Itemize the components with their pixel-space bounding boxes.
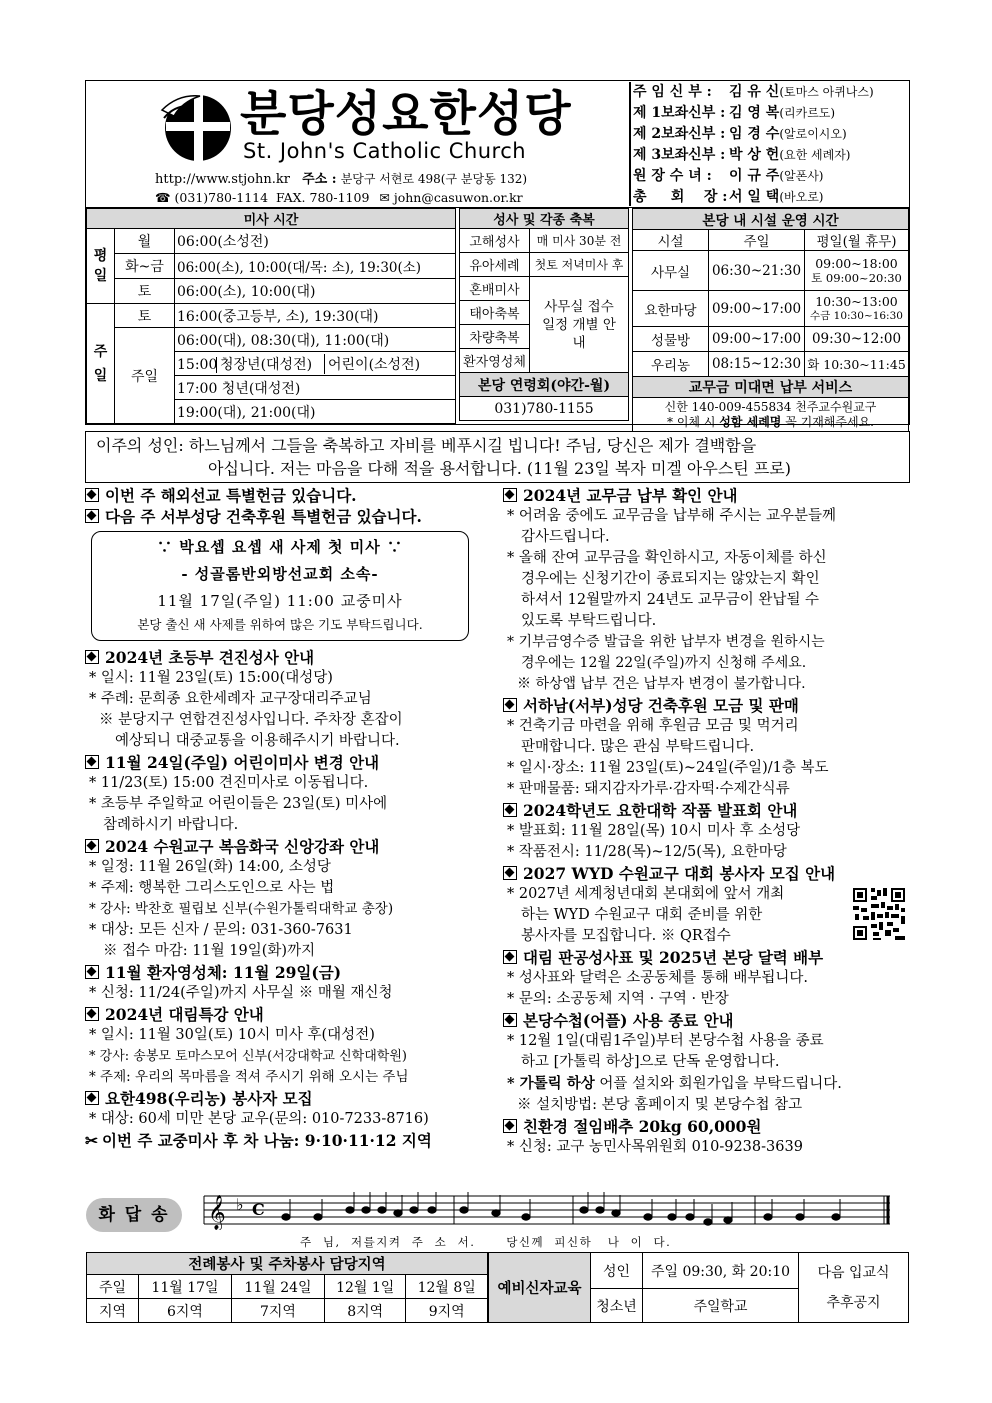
sacrament-time: 첫토 저녁미사 후 [530,253,629,277]
notice-title: 2024년 초등부 견진성사 안내 [85,647,485,668]
notice-bullet-icon [85,965,99,979]
mass-time: 16:00(중고등부, 소), 19:30(대) [175,304,456,328]
music-note-icon [796,1214,804,1220]
music-note-icon [362,1207,370,1213]
header-divider [629,82,631,206]
edu-time: 주일 09:30, 화 20:10 [643,1253,799,1289]
music-note-icon [282,1214,290,1220]
first-mass-line: 본당 출신 새 사제를 위하여 많은 기도 부탁드립니다. [137,617,423,632]
address: 분당구 서현로 498(구 분당동 132) [340,172,528,186]
website-line [155,168,527,187]
education-table [488,1252,909,1323]
notice-item: * 주제: 우리의 목마름을 적셔 주시기 위해 오시는 주님 [89,1069,409,1085]
psalm-lyrics: 주 님, 저를지켜 주 소 서. 당신께 피신하 나 이 다. [300,1235,672,1249]
notice-title: 2027 WYD 수원교구 대회 봉사자 모집 안내 [503,863,908,884]
treble-clef-icon: 𝄞 [208,1195,226,1230]
duty-table [86,1252,488,1323]
music-note-icon [460,1207,468,1213]
website-link[interactable]: http://www.stjohn.kr [155,172,290,187]
sacrament-table [459,208,629,421]
facility-name: 우리농 [633,352,709,377]
notice-item: * 강사: 송봉모 토마스모어 신부(서강대학교 신학대학원) [89,1049,407,1064]
notice-item: 하는 WYD 수원교구 대회 준비를 위한 [521,907,763,923]
facility-weekday: 09:30~12:00 [805,327,909,352]
edu-time: 주일학교 [643,1289,799,1323]
music-note-icon [394,1210,402,1216]
facility-weekday: 10:30~13:00 수금 10:30~16:30 [805,291,909,327]
psalm-staff [200,1190,895,1230]
facility-name: 요한마당 [633,291,709,327]
sacrament-item: 환자영성체 [460,349,530,373]
wyd-block [503,884,908,947]
liaison-phone: 031)780-1155 [460,397,629,421]
notice-title: 2024년 대림특강 안내 [85,1004,485,1025]
notice-item: 감사드립니다. [521,529,610,545]
facilities-header: 시설 [633,230,709,251]
notice-item: * 성사표와 달력은 소공동체를 통해 배부됩니다. [507,970,809,986]
notice-title: 2024학년도 요한대학 작품 발표회 안내 [503,800,908,821]
facility-sunday: 08:15~12:30 [709,352,805,377]
notice-title: 다음 주 서부성당 건축후원 특별헌금 있습니다. [85,506,485,527]
notice-item: * 주제: 행복한 그리스도인으로 사는 법 [89,880,335,896]
mass-time: 17:00 청년(대성전) [175,376,456,400]
notice-title: 본당수첩(어플) 사용 종료 안내 [503,1010,908,1031]
notice-bullet-icon [503,1013,517,1027]
svg-text:♭: ♭ [236,1195,244,1214]
notice-item: * 일시·장소: 11월 23일(토)~24일(주일)/1층 복도 [507,760,829,776]
notice-bullet-icon [85,1007,99,1021]
notice-note: ※ 설치방법: 본당 홈페이지 및 본당수첩 참고 [517,1097,803,1113]
scissors-icon: ✂ [85,1131,98,1150]
notice-item: * 문의: 소공동체 지역 · 구역 · 반장 [507,991,729,1007]
edu-who: 청소년 [591,1289,643,1323]
duty-cell: 8지역 [324,1299,406,1323]
sacrament-time: 매 미사 30분 전 [530,229,629,253]
first-mass-line: 11월 17일(주일) 11:00 교중미사 [157,592,403,610]
mass-day-sunday: 주일 [115,328,175,424]
notice-bullet-icon [503,488,517,502]
notice-note: ※ 분당지구 연합견진성사입니다. 주차장 혼잡이 [99,712,403,728]
church-name-en: St. John's Catholic Church [243,139,527,163]
notice-title: 서하남(서부)성당 건축후원 모금 및 판매 [503,695,908,716]
notice-title: 이번 주 해외선교 특별헌금 있습니다. [85,485,485,506]
notice-item: * 일시: 11월 23일(토) 15:00(대성당) [89,670,333,686]
clergy-row: 제 3보좌신부 : 박 상 헌(요한 세례자) [633,147,851,163]
music-note-icon [668,1214,676,1220]
music-note-icon [596,1207,604,1213]
mass-table [86,208,456,424]
notice-bullet-icon [85,839,99,853]
sunday-label: 주 일 [87,304,115,424]
notice-item: * 대상: 모든 신자 / 문의: 031-360-7631 [89,922,353,938]
duty-cell: 9지역 [406,1299,488,1323]
duty-cell: 11월 17일 [139,1275,232,1299]
notice-title: ✂ 이번 주 교중미사 후 차 나눔: 9·10·11·12 지역 [85,1131,432,1150]
facilities-title: 본당 내 시설 운영 시간 [633,209,909,230]
next-entry: 다음 입교식 추후공지 [799,1253,909,1323]
music-note-icon [686,1214,694,1220]
notice-item: 봉사자를 모집합니다. ※ QR접수 [521,928,731,944]
notice-item: * 작품전시: 11/28(목)~12/5(목), 요한마당 [507,844,787,860]
edu-who: 성인 [591,1253,643,1289]
notice-item: * 어려움 중에도 교무금을 납부해 주시는 교우분들께 [507,508,837,524]
notice-bullet-icon [85,650,99,664]
left-column [85,485,485,1151]
clergy-row: 원 장 수 녀 : 이 규 주(알폰사) [633,168,824,184]
sacrament-item: 혼배미사 [460,277,530,301]
notice-bullet-icon [85,755,99,769]
church-logo-icon [160,88,232,164]
clergy-row: 제 2보좌신부 : 임 경 수(알로이시오) [633,126,847,142]
clergy-row: 주 임 신 부 : 김 유 신(토마스 아퀴나스) [633,84,874,100]
notice-title: 11월 24일(주일) 어린이미사 변경 안내 [85,752,485,773]
notice-item: * 주례: 문희종 요한세례자 교구장대리주교님 [89,691,372,707]
notice-note: 참례하시기 바랍니다. [103,817,239,833]
saint-box [85,431,910,483]
notice-bullet-icon [503,1119,517,1133]
facility-weekday: 화 10:30~11:45 [805,352,909,377]
liaison-title: 본당 연령회(야간-월) [460,373,629,397]
dues-title: 교무금 미대면 납부 서비스 [633,377,909,398]
notice-item: 경우에는 신청기간이 종료되지는 않았는지 확인 [521,571,820,587]
duty-cell: 12월 8일 [406,1275,488,1299]
notice-bullet-icon [503,698,517,712]
notice-note: 예상되니 대중교통을 이용해주시기 바랍니다. [115,733,400,749]
sacrament-item: 유아세례 [460,253,530,277]
notice-item: * 신청: 교구 농민사목위원회 010-9238-3639 [507,1139,803,1155]
sacrament-item: 차량축복 [460,325,530,349]
clergy-row: 총 회 장 : 서 일 택(바오로) [633,189,824,205]
music-note-icon [580,1207,588,1213]
notice-title: 2024년 교무금 납부 확인 안내 [503,485,908,506]
notice-title: 11월 환자영성체: 11월 29일(금) [85,962,485,983]
notice-title: 친환경 절임배추 20kg 60,000원 [503,1116,908,1137]
contact-line [155,190,523,205]
music-note-icon [724,1217,732,1223]
right-column [503,485,908,1158]
mass-time: 06:00(대), 08:30(대), 11:00(대) [175,328,456,352]
notice-bullet-icon [503,950,517,964]
notice-bullet-icon [85,488,99,502]
notice-note: ※ 접수 마감: 11월 19일(화)까지 [103,943,316,959]
facility-weekday: 09:00~18:00 토 09:00~20:30 [805,251,909,291]
mass-day: 토 [115,279,175,304]
saint-line1: 이주의 성인: 하느님께서 그들을 축복하고 자비를 베푸시길 빕니다! 주님, 당신은 제가 결백함을 [96,436,757,455]
first-mass-line: ∵ 박요셉 요셉 새 사제 첫 미사 ∵ [157,538,403,556]
facility-name: 성물방 [633,327,709,352]
qr-code-icon[interactable] [851,886,907,942]
notice-item: * 11/23(토) 15:00 견진미사로 이동됩니다. [89,775,369,791]
duty-title: 전례봉사 및 주차봉사 담당지역 [87,1253,488,1275]
sacrament-title: 성사 및 각종 축복 [460,209,629,229]
facilities-table [632,208,909,432]
notice-item: * 일정: 11월 26일(화) 14:00, 소성당 [89,859,331,875]
notice-item: * 판매물품: 돼지감자가루·감자떡·수제간식류 [507,781,790,797]
notice-bullet-icon [503,803,517,817]
music-note-icon [522,1214,530,1220]
mass-time: 06:00(소성전) [175,229,456,254]
notice-bullet-icon [503,866,517,880]
notice-bullet-icon [85,509,99,523]
office-note: 사무실 접수 일정 개별 안내 [530,277,629,373]
dues-info: 신한 140-009-455834 천주교수원교구 * 이체 시 성함 세례명 꼭 기재해주세요. [633,398,909,432]
notice-item: 하고 [가톨릭 하상]으로 단독 운영합니다. [521,1054,780,1070]
mass-time: 06:00(소), 10:00(대/목: 소), 19:30(소) [175,254,456,279]
duty-cell: 6지역 [139,1299,232,1323]
music-note-icon [644,1214,652,1220]
facility-name: 사무실 [633,251,709,291]
notice-item: * 가톨릭 하상 어플 설치와 회원가입을 부탁드립니다. [507,1075,842,1092]
notice-item: 있도록 부탁드립니다. [521,613,657,629]
mass-day: 화~금 [115,254,175,279]
facilities-header: 주일 [709,230,805,251]
notice-item: * 강사: 박찬호 필립보 신부(수원가톨릭대학교 총장) [89,901,394,917]
music-note-icon [378,1207,386,1213]
music-note-icon [428,1207,436,1213]
sacrament-item: 태아축복 [460,301,530,325]
music-note-icon [764,1214,772,1220]
duty-cell: 7지역 [231,1299,324,1323]
music-note-icon [314,1214,322,1220]
church-name: 분당성요한성당 [240,86,572,142]
duty-cell: 12월 1일 [324,1275,406,1299]
music-note-icon [492,1210,500,1216]
notice-item: * 발표회: 11월 28일(목) 10시 미사 후 소성당 [507,823,801,839]
notice-item: 경우에는 12월 22일(주일)까지 신청해 주세요. [521,655,807,671]
phone: ☎ (031)780-1114 [155,190,269,205]
mass-time: 19:00(대), 21:00(대) [175,400,456,424]
notice-title: 대림 판공성사표 및 2025년 본당 달력 배부 [503,947,908,968]
edu-label: 예비신자교육 [489,1253,591,1323]
notice-item: * 신청: 11/24(주일)까지 사무실 ※ 매월 재신청 [89,985,393,1001]
notice-item: * 2027년 세계청년대회 본대회에 앞서 개최 [507,886,785,902]
facility-sunday: 06:30~21:30 [709,251,805,291]
notice-item: * 초등부 주일학교 어린이들은 23일(토) 미사에 [89,796,388,812]
notice-note: ※ 하상앱 납부 건은 납부자 변경이 불가합니다. [517,676,806,692]
first-mass-box [91,531,469,641]
duty-row-label: 지역 [87,1299,139,1323]
music-note-icon [410,1207,418,1213]
notice-title: 2024 수원교구 복음화국 신앙강좌 안내 [85,836,485,857]
fax: FAX. 780-1109 [276,190,370,205]
first-mass-line: - 성골롬반외방선교회 소속- [181,565,379,583]
duty-cell: 11월 24일 [231,1275,324,1299]
notice-title: 요한498(우리농) 봉사자 모집 [85,1088,485,1109]
music-note-icon [612,1210,620,1216]
clergy-list [633,82,909,208]
weekday-label: 평 일 [87,229,115,304]
notice-item: * 일시: 11월 30일(토) 10시 미사 후(대성전) [89,1027,375,1043]
facility-sunday: 09:00~17:00 [709,327,805,352]
notice-item: * 대상: 60세 미만 본당 교우(문의: 010-7233-8716) [89,1111,429,1127]
notice-item: * 12월 1일(대림1주일)부터 본당수첩 사용을 종료 [507,1033,824,1049]
psalm-label: 화 답 송 [86,1198,182,1232]
notice-item: 하셔서 12월말까지 24년도 교무금이 완납될 수 [521,592,820,608]
saint-line2: 아십니다. 저는 마음을 다해 적을 용서합니다. (11월 23일 복자 미겔 아우스틴 프로) [208,459,792,478]
facilities-header: 평일(월 휴무) [805,230,909,251]
notice-item: * 올해 잔여 교무금을 확인하시고, 자동이체를 하신 [507,550,827,566]
notice-item: * 기부금영수증 발급을 위한 납부자 변경을 원하시는 [507,634,825,650]
mass-day: 월 [115,229,175,254]
music-note-icon [704,1219,712,1225]
music-note-icon [832,1214,840,1220]
music-note-icon [346,1207,354,1213]
notice-bullet-icon [85,1091,99,1105]
mass-time: 06:00(소), 10:00(대) [175,279,456,304]
mass-day: 토 [115,304,175,328]
svg-text:C: C [252,1200,265,1219]
address-label: 주소 : [302,172,337,187]
notice-item: * 건축기금 마련을 위해 후원금 모금 및 먹거리 [507,718,799,734]
mass-time-youth: 15:00 청장년(대성전) 어린이(소성전) [175,352,456,376]
duty-row-label: 주일 [87,1275,139,1299]
notice-item: 판매합니다. 많은 관심 부탁드립니다. [521,739,755,755]
facility-sunday: 09:00~17:00 [709,291,805,327]
sacrament-item: 고해성사 [460,229,530,253]
clergy-row: 제 1보좌신부 : 김 영 복(리카르도) [633,105,836,121]
mass-title: 미사 시간 [87,209,456,229]
email-link[interactable]: ✉ john@casuwon.or.kr [379,190,523,205]
